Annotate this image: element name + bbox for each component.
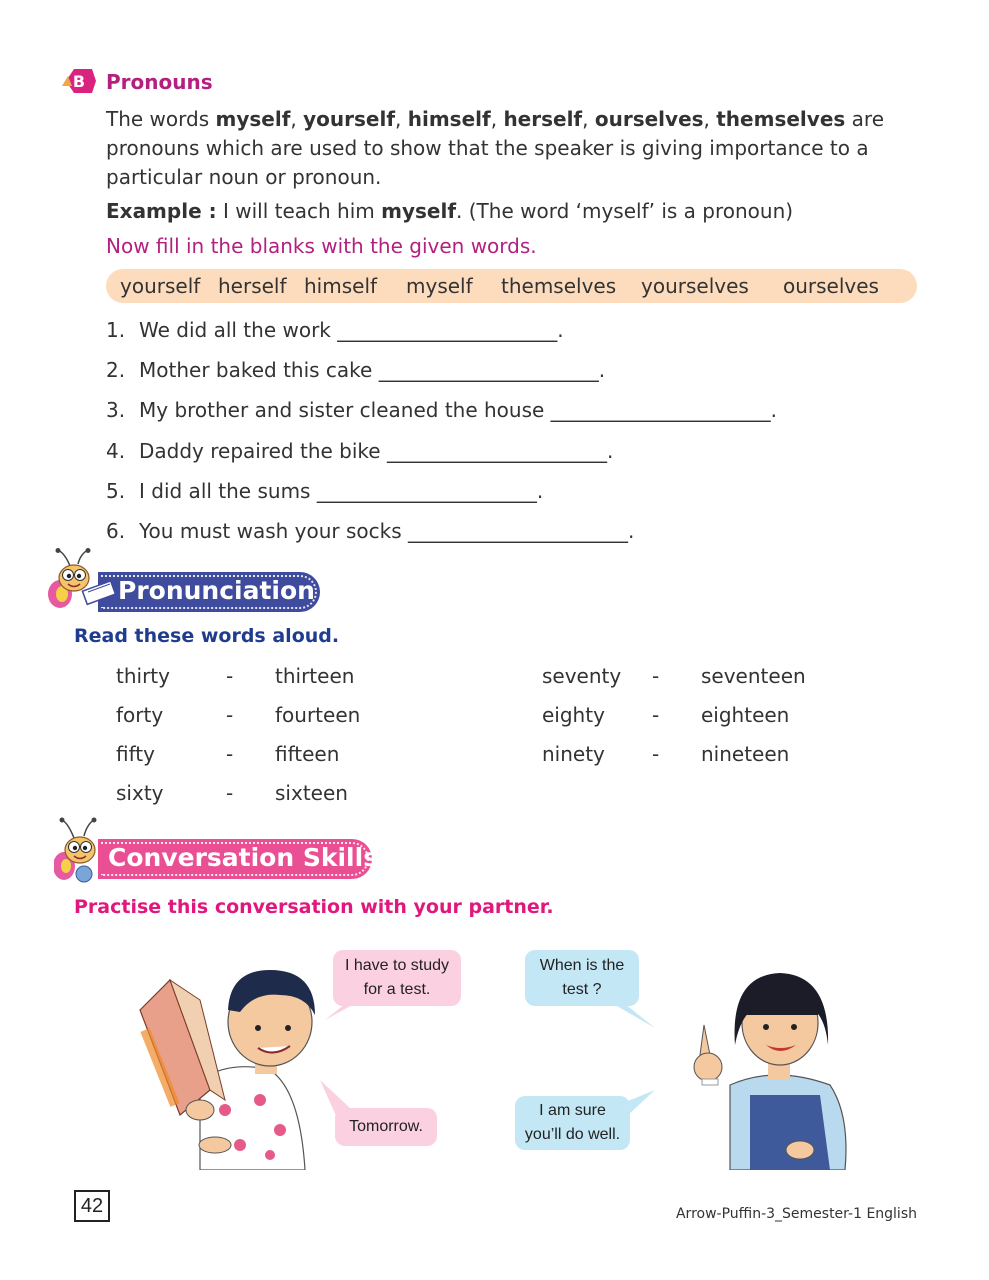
book-title-footer: Arrow-Puffin-3_Semester-1 English bbox=[675, 1206, 917, 1222]
intro-paragraph: The words myself, yourself, himself, herself, ourselves, themselves are pronouns which are used to show that the speaker is giving importance to a particular noun or pronoun. bbox=[106, 107, 884, 189]
question-number: 4. bbox=[106, 439, 126, 463]
question-text: Daddy repaired the bike ______________________. bbox=[139, 439, 614, 463]
pronunciation-word: thirty bbox=[116, 664, 170, 688]
question-number: 1. bbox=[106, 318, 126, 342]
question-text: My brother and sister cleaned the house ______________________. bbox=[139, 398, 778, 422]
speech-bubble-girl-1: When is the test ? bbox=[525, 950, 639, 1006]
pronunciation-word: ninety bbox=[542, 742, 605, 766]
bee-mascot-icon bbox=[54, 816, 114, 886]
question-number: 6. bbox=[106, 519, 126, 543]
question-text: Mother baked this cake ______________________. bbox=[139, 358, 606, 382]
section-b-badge bbox=[62, 68, 98, 94]
dash-separator: - bbox=[226, 781, 234, 805]
conversation-instruction: Practise this conversation with your partner. bbox=[74, 896, 554, 918]
pronunciation-word: sixteen bbox=[275, 781, 348, 805]
section-b-letter: B bbox=[72, 72, 86, 91]
word-bank-item: himself bbox=[304, 274, 378, 298]
question-number: 5. bbox=[106, 479, 126, 503]
speech-bubble-boy-1: I have to study for a test. bbox=[333, 950, 461, 1006]
question-text: I did all the sums ______________________. bbox=[139, 479, 544, 503]
pronunciation-word: fourteen bbox=[275, 703, 361, 727]
word-bank-item: yourself bbox=[120, 274, 201, 298]
pronunciation-word: fifteen bbox=[275, 742, 340, 766]
pronunciation-title: Pronunciation bbox=[118, 576, 315, 605]
pronunciation-word: seventeen bbox=[701, 664, 806, 688]
pronunciation-word: fifty bbox=[116, 742, 155, 766]
pronunciation-instruction: Read these words aloud. bbox=[74, 625, 340, 647]
butterfly-icon bbox=[48, 548, 118, 612]
pronunciation-word: eighteen bbox=[701, 703, 790, 727]
dash-separator: - bbox=[652, 742, 660, 766]
question-text: We did all the work ______________________. bbox=[139, 318, 564, 342]
pronunciation-word: thirteen bbox=[275, 664, 355, 688]
fill-blanks-instruction: Now fill in the blanks with the given words. bbox=[106, 234, 537, 258]
word-bank-item: myself bbox=[406, 274, 473, 298]
question-number: 3. bbox=[106, 398, 126, 422]
conversation-title: Conversation Skills bbox=[108, 843, 379, 872]
question-number: 2. bbox=[106, 358, 126, 382]
word-bank-item: ourselves bbox=[783, 274, 879, 298]
pronunciation-word: sixty bbox=[116, 781, 164, 805]
question-text: You must wash your socks ______________________. bbox=[139, 519, 635, 543]
page-number: 42 bbox=[74, 1190, 110, 1222]
word-bank-item: herself bbox=[218, 274, 287, 298]
girl-pointing-illustration bbox=[680, 945, 870, 1170]
dash-separator: - bbox=[226, 664, 234, 688]
pronunciation-word: seventy bbox=[542, 664, 622, 688]
example-sentence: Example : I will teach him myself. (The word ‘myself’ is a pronoun) bbox=[106, 199, 794, 223]
section-title: Pronouns bbox=[106, 70, 213, 94]
pronunciation-word: eighty bbox=[542, 703, 605, 727]
pronunciation-word: nineteen bbox=[701, 742, 790, 766]
speech-bubble-boy-2: Tomorrow. bbox=[335, 1108, 437, 1146]
speech-bubble-girl-2: I am sure you’ll do well. bbox=[515, 1096, 630, 1150]
boy-with-book-illustration bbox=[130, 940, 340, 1170]
dash-separator: - bbox=[226, 742, 234, 766]
word-bank-item: themselves bbox=[501, 274, 617, 298]
pronunciation-word: forty bbox=[116, 703, 164, 727]
word-bank-item: yourselves bbox=[641, 274, 749, 298]
dash-separator: - bbox=[652, 664, 660, 688]
dash-separator: - bbox=[226, 703, 234, 727]
dash-separator: - bbox=[652, 703, 660, 727]
